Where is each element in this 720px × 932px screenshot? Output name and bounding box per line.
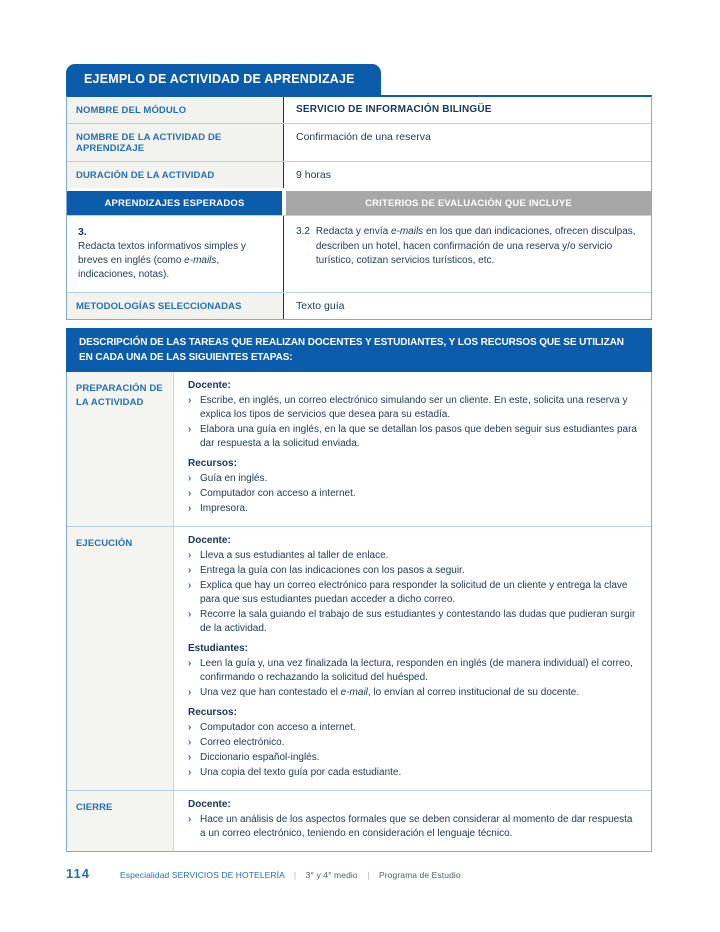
- bullet-text: Una vez que han contestado el e-mail, lo envían al correo institucional de su docente.: [200, 687, 580, 699]
- stage-content: [173, 527, 651, 790]
- bullet-icon: ›: [188, 580, 192, 592]
- info-rows: [67, 97, 651, 188]
- tab-title: EJEMPLO DE ACTIVIDAD DE APRENDIZAJE: [84, 72, 355, 86]
- methodology-label: METODOLOGÍAS SELECCIONADAS: [67, 293, 283, 319]
- bullet-icon: ›: [188, 722, 192, 734]
- info-row-label: DURACIÓN DE LA ACTIVIDAD: [67, 162, 283, 188]
- bullet-item: [188, 721, 637, 735]
- footer-specialty: Especialidad SERVICIOS DE HOTELERÍA: [119, 870, 285, 880]
- bullet-item: [188, 657, 637, 685]
- bullet-item: [188, 579, 637, 607]
- info-row-label: NOMBRE DEL MÓDULO: [67, 97, 283, 123]
- stages-table: [66, 372, 652, 852]
- bullet-icon: ›: [188, 550, 192, 562]
- bullet-item: [188, 394, 637, 422]
- methodology-value: Texto guía: [283, 293, 651, 319]
- stage-row: [67, 791, 651, 851]
- bullet-text: Explica que hay un correo electrónico para responder la solicitud de un cliente y entrega la clave para que sus estudiantes puedan acceder a dicho correo.: [200, 580, 628, 606]
- info-row-value: SERVICIO DE INFORMACIÓN BILINGÜE: [283, 97, 651, 123]
- criteria-text: Redacta y envía e-mails en los que dan indicaciones, ofrecen disculpas, describen un hotel, hacen confirmación de una reserva y/o servicio turístico, cotizan servicios turísticos, etc.: [315, 226, 636, 266]
- section-heading: Docente:: [188, 799, 231, 811]
- description-banner: DESCRIPCIÓN DE LAS TAREAS QUE REALIZAN DOCENTES Y ESTUDIANTES, Y LOS RECURSOS QUE SE UTILIZAN EN CADA UNA DE LAS SIGUIENTES ETAPAS:: [66, 328, 652, 372]
- bullet-item: [188, 813, 637, 841]
- bullet-text: Leen la guía y, una vez finalizada la lectura, responden en inglés (de manera individual) el correo, confirmando o rechazando la solicitud del huésped.: [200, 658, 633, 684]
- bullet-icon: ›: [188, 488, 192, 500]
- bullet-item: [188, 472, 637, 486]
- footer-separator: |: [367, 870, 370, 880]
- stage-row: [67, 372, 651, 527]
- footer-program: Programa de Estudio: [378, 870, 461, 880]
- bullet-text: Una copia del texto guía por cada estudiante.: [200, 767, 402, 779]
- stage-label: PREPARACIÓN DE LA ACTIVIDAD: [67, 372, 173, 526]
- bullet-text: Diccionario español-inglés.: [200, 752, 320, 764]
- section-heading: Recursos:: [188, 707, 237, 719]
- criteria-item: [296, 225, 639, 269]
- bullet-icon: ›: [188, 752, 192, 764]
- info-row: [67, 162, 651, 188]
- page-number: 114: [66, 866, 90, 881]
- bullet-item: [188, 564, 637, 578]
- bullet-item: [188, 608, 637, 636]
- bullet-item: [188, 686, 637, 700]
- info-row-label: NOMBRE DE LA ACTIVIDAD DE APRENDIZAJE: [67, 124, 283, 161]
- section-heading: Recursos:: [188, 458, 237, 470]
- bullet-item: [188, 766, 637, 780]
- activity-example-tab: [66, 64, 381, 95]
- bullet-icon: ›: [188, 609, 192, 621]
- info-row: [67, 124, 651, 162]
- bullet-item: [188, 751, 637, 765]
- bullet-text: Correo electrónico.: [200, 737, 285, 749]
- bullet-item: [188, 487, 637, 501]
- bullet-icon: ›: [188, 424, 192, 436]
- expected-learning-header-row: [67, 191, 651, 215]
- bullet-text: Guía en inglés.: [200, 473, 268, 485]
- section-heading: Estudiantes:: [188, 643, 249, 655]
- evaluation-criteria-header: CRITERIOS DE EVALUACIÓN QUE INCLUYE: [286, 191, 651, 215]
- bullet-text: Escribe, en inglés, un correo electrónico simulando ser un cliente. En este, solicita una reserva y explica los tipos de servicios que desea para su estadía.: [200, 395, 628, 421]
- bullet-icon: ›: [188, 814, 192, 826]
- bullet-text: Hace un análisis de los aspectos formales que se deben considerar al momento de dar respuesta a un correo electrónico, teniendo en consideración el lenguaje técnico.: [200, 814, 633, 840]
- expected-learning-header: APRENDIZAJES ESPERADOS: [67, 191, 282, 215]
- stage-label: EJECUCIÓN: [67, 527, 173, 790]
- bullet-text: Computador con acceso a internet.: [200, 488, 356, 500]
- bullet-icon: ›: [188, 687, 192, 699]
- bullet-icon: ›: [188, 767, 192, 779]
- bullet-text: Entrega la guía con las indicaciones con los pasos a seguir.: [200, 565, 465, 577]
- footer-separator: |: [293, 870, 297, 880]
- activity-info-table: [66, 95, 652, 320]
- bullet-icon: ›: [188, 503, 192, 515]
- document-content: [66, 64, 652, 852]
- stage-content: [173, 791, 651, 851]
- footer-grade: 3° y 4° medio: [305, 870, 358, 880]
- bullet-text: Recorre la sala guiando el trabajo de sus estudiantes y contestando las dudas que pudieran surgir de la actividad.: [200, 609, 636, 635]
- bullet-item: [188, 423, 637, 451]
- footer-text: [120, 870, 461, 880]
- learning-text: Redacta textos informativos simples y breves en inglés (como e-mails, indicaciones, notas).: [78, 240, 246, 281]
- methodology-row: [67, 293, 651, 319]
- bullet-item: [188, 549, 637, 563]
- criteria-number: 3.2: [296, 226, 310, 237]
- bullet-icon: ›: [188, 658, 192, 670]
- bullet-text: Computador con acceso a internet.: [200, 722, 356, 734]
- stage-label: CIERRE: [67, 791, 173, 851]
- bullet-icon: ›: [188, 565, 192, 577]
- learning-number: 3.: [78, 226, 87, 238]
- stage-content: [173, 372, 651, 526]
- evaluation-criteria-cell: [283, 216, 651, 292]
- expected-learning-cell: [67, 216, 283, 292]
- bullet-item: [188, 736, 637, 750]
- section-heading: Docente:: [188, 535, 231, 547]
- section-heading: Docente:: [188, 380, 231, 392]
- bullet-icon: ›: [188, 473, 192, 485]
- bullet-text: Lleva a sus estudiantes al taller de enlace.: [200, 550, 389, 562]
- bullet-icon: ›: [188, 395, 192, 407]
- bullet-text: Elabora una guía en inglés, en la que se detallan los pasos que deben seguir sus estudiantes para dar respuesta a la solicitud enviada.: [200, 424, 637, 450]
- info-row-value: Confirmación de una reserva: [283, 124, 651, 161]
- info-row: [67, 97, 651, 124]
- learning-criteria-row: [67, 215, 651, 293]
- stage-row: [67, 527, 651, 791]
- bullet-icon: ›: [188, 737, 192, 749]
- info-row-value: 9 horas: [283, 162, 651, 188]
- bullet-item: [188, 502, 637, 516]
- bullet-text: Impresora.: [200, 503, 248, 515]
- page-footer: [66, 866, 652, 881]
